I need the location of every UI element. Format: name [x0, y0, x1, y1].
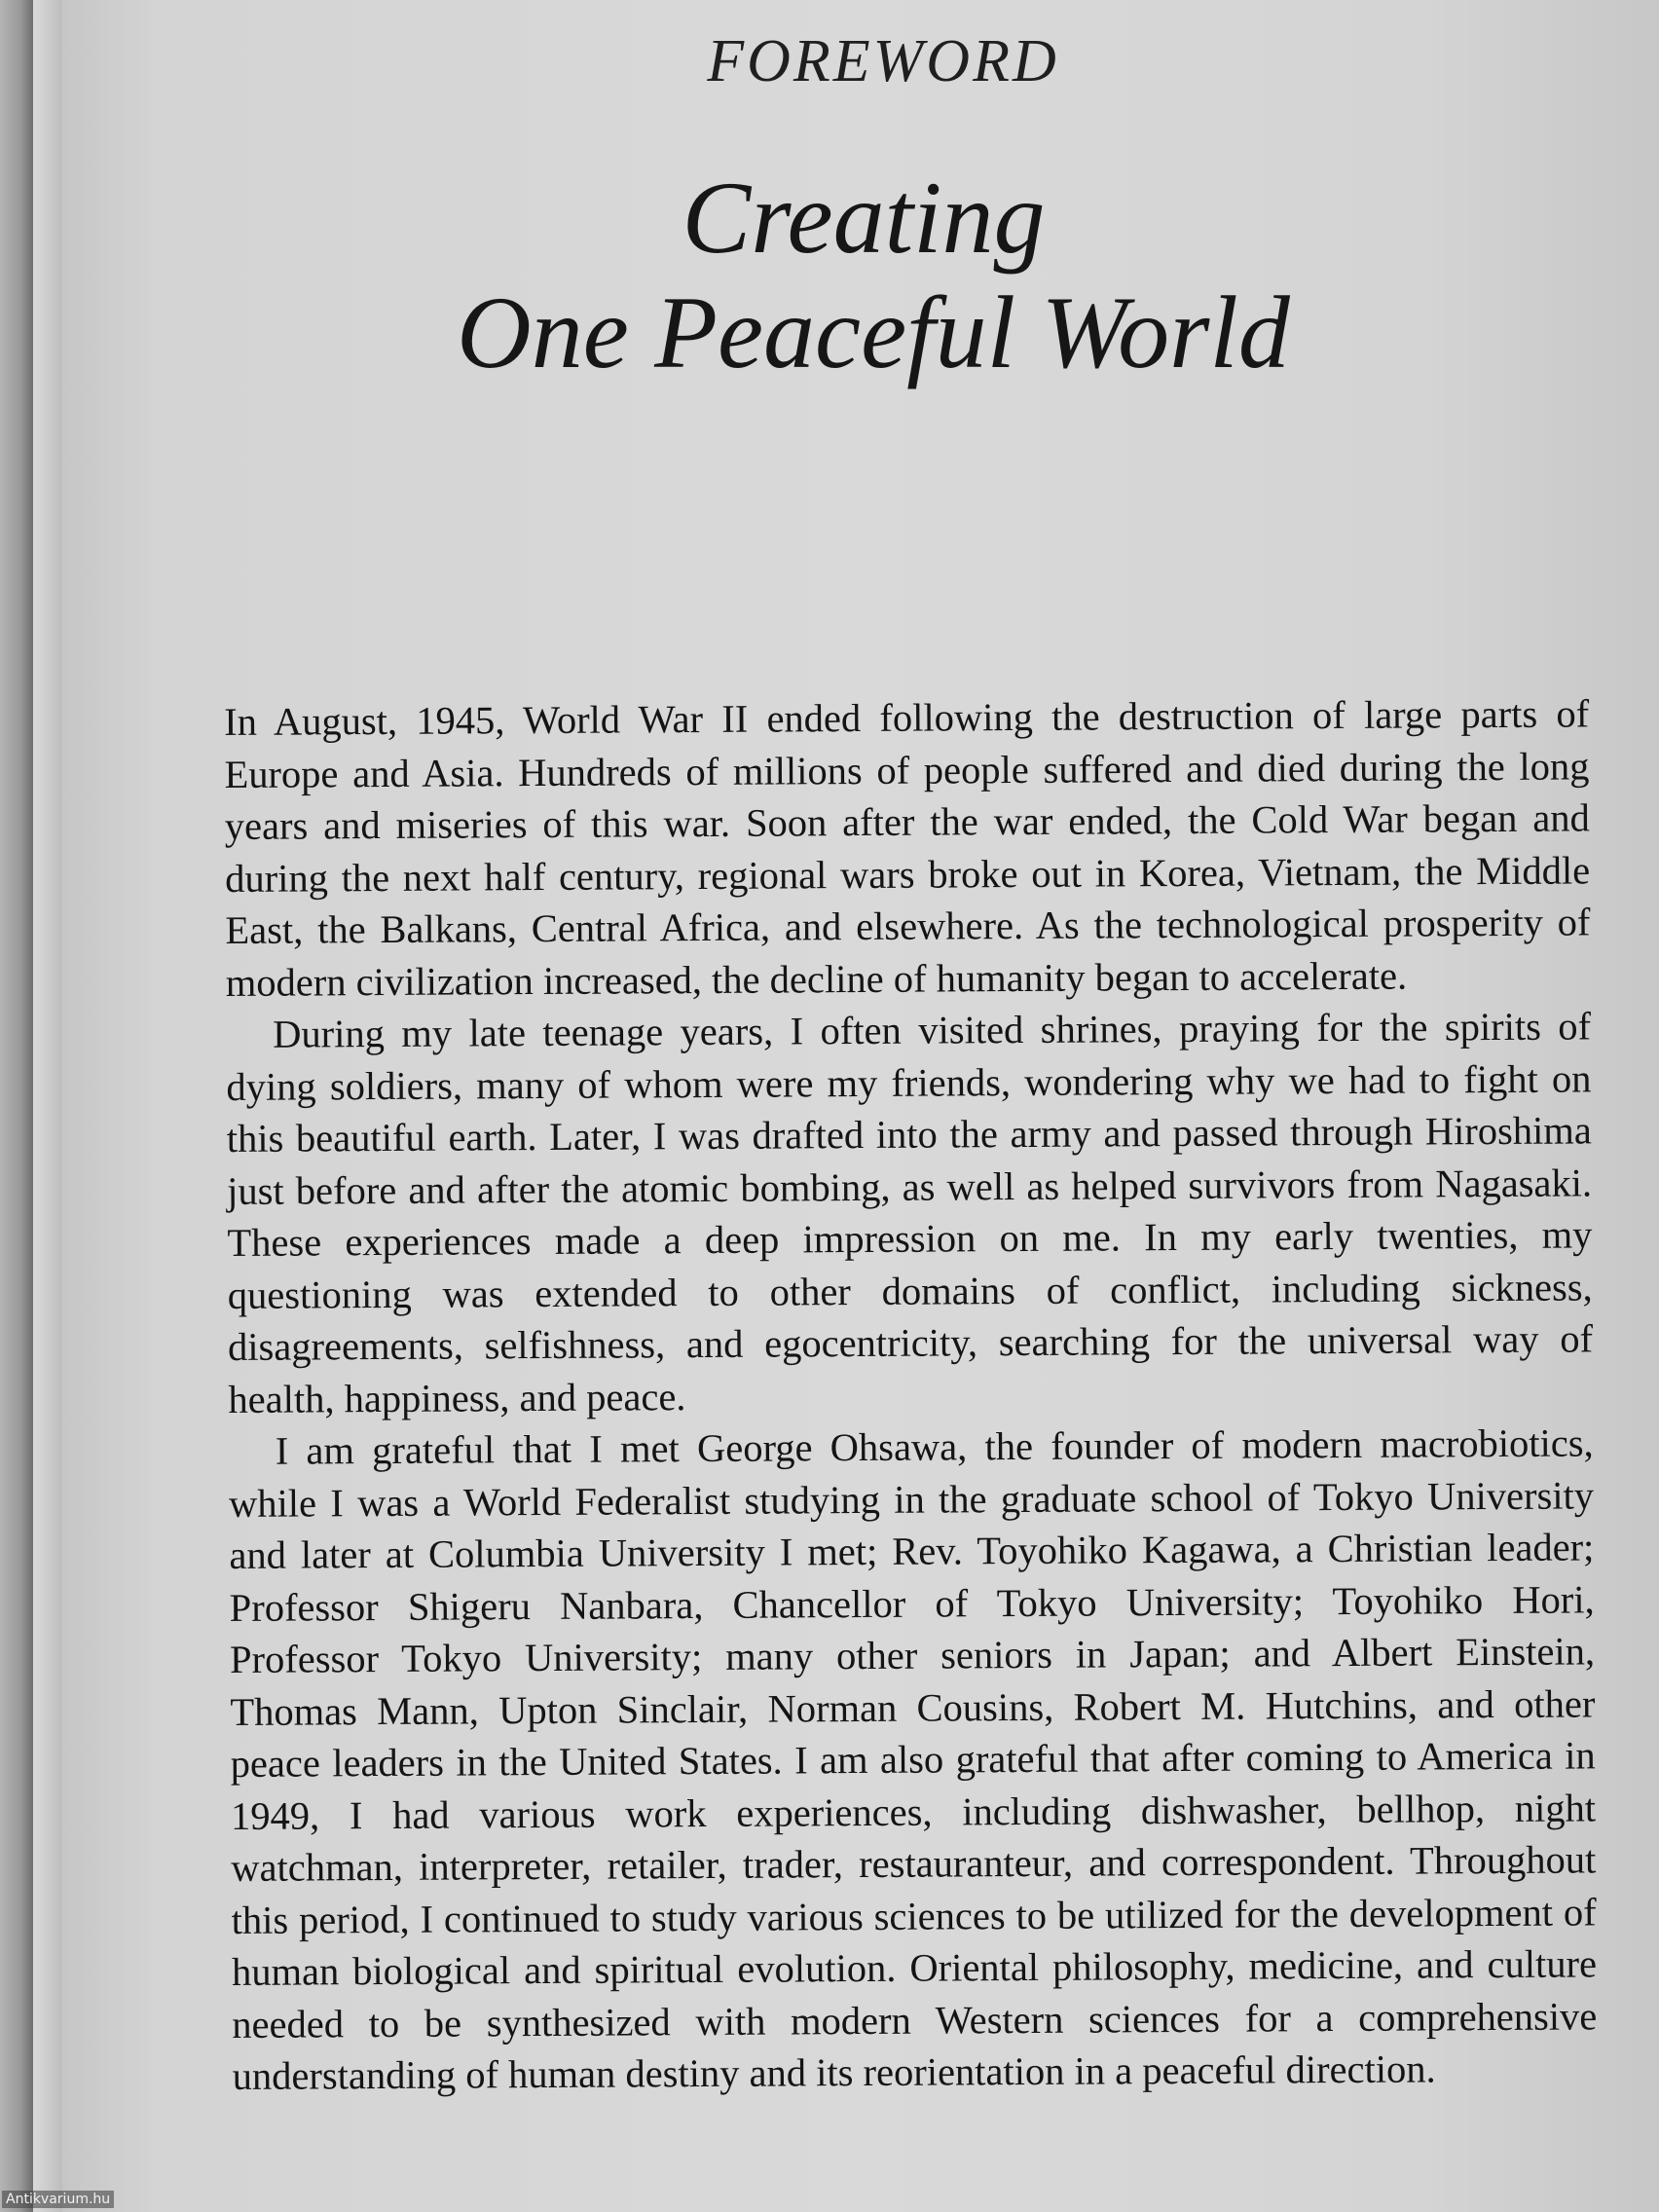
chapter-title-line-2: One Peaceful World — [457, 276, 1290, 389]
chapter-title-line-1: Creating — [682, 161, 1046, 275]
paragraph-1: In August, 1945, World War II ended following the destruction of large parts of Europe and Asia. Hundreds of millions of people suffered and died during the long years and miseries of this war. Soon after the war ended, the Cold War began and during the next half century, regional wars broke out in Korea, Vietnam, the Middle East, the Balkans, Central Africa, and elsewhere. As the technological prosperity of modern civilization increased, the decline of humanity began to accelerate. — [224, 691, 1591, 1005]
paragraph-3: I am grateful that I met George Ohsawa, the founder of modern macrobiotics, while I was a World Federalist studying in the graduate school of Tokyo University and later at Columbia University I met; Rev. Toyohiko Kagawa, a Christian leader; Professor Shigeru Nanbara, Chancellor of Tokyo University; Toyohiko Hori, Professor Tokyo University; many other seniors in Japan; and Albert Einstein, Thomas Mann, Upton Sinclair, Norman Cousins, Robert M. Hutchins, and other peace leaders in the United States. I am also grateful that after coming to America in 1949, I had various work experiences, including dishwasher, bellhop, night watchman, interpreter, retailer, trader, restauranteur, and correspondent. Throughout this period, I continued to study various sciences to be utilized for the development of human biological and spiritual evolution. Oriental philosophy, medicine, and culture needed to be synthesized with modern Western sciences for a comprehensive understanding of human destiny and its reorientation in a peaceful direction. — [228, 1420, 1598, 2098]
watermark: Antikvarium.hu — [2, 2191, 114, 2208]
section-label: FOREWORD — [707, 28, 1059, 94]
paragraph-2: During my late teenage years, I often visited shrines, praying for the spirits of dying soldiers, many of whom were my friends, wondering why we had to fight on this beautiful earth. Later, I was drafted into the army and passed through Hiroshima just before and after the atomic bombing, as well as helped survivors from Nagasaki. These experiences made a deep impression on me. In my early twenties, my questioning was extended to other domains of conflict, including sickness, disagreements, selfishness, and egocentricity, searching for the universal way of health, happiness, and peace. — [226, 1004, 1594, 1421]
body-text — [224, 687, 1598, 2102]
chapter-title — [0, 161, 1659, 390]
